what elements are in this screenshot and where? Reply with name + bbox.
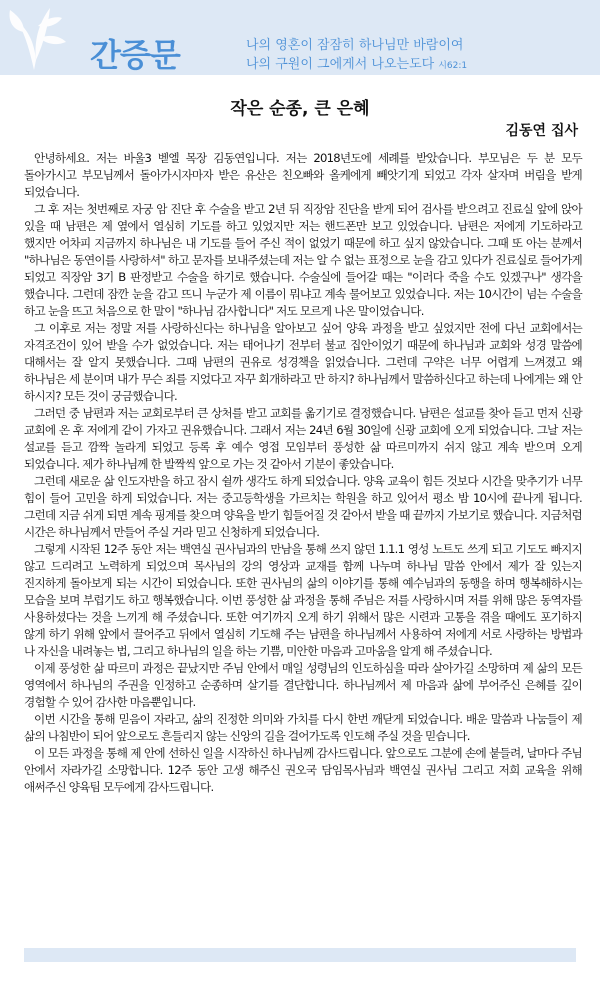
paragraph-8: 이번 시간을 통해 믿음이 자라고, 삶의 진정한 의미와 가치를 다시 한번 깨닫게 되었습니다. 배운 말씀과 나눔들이 제 삶의 나침반이 되어 앞으로도 흔들리지 않는 신앙의 길을 걸어가도록 인도해 주실 것을 믿습니다. [24,712,582,743]
paragraph-9: 이 모든 과정을 통해 제 안에 선하신 일을 시작하신 하나님께 감사드립니다. 앞으로도 그분에 손에 붙들려, 날마다 주님 안에서 자라가길 소망합니다. 12주 동안 고생 해주신 권오국 담임목사님과 백연실 권사님 그리고 저희 교육을 위해 애써주신 양육팀 모두에게 감사드립니다. [24,746,583,794]
footer-band [24,948,576,962]
paragraph-4: 그러던 중 남편과 저는 교회로부터 큰 상처를 받고 교회를 옮기기로 결정했습니다. 남편은 설교를 찾아 듣고 먼저 신광 교회에 온 후 저에게 같이 가자고 권유했습니다. 그래서 저는 24년 6월 30일에 신광 교회에 오게 되었습니다. 그날 저는 설교를 듣고 깜짝 놀라게 되었고 등록 후 예수 영접 모임부터 풍성한 삶 따르미까지 쉬지 않고 계속 받으며 오게 되었습니다. 제가 하나님께 한 발짝씩 앞으로 가는 것 같아서 기분이 좋았습니다. [24,406,582,471]
header-band [0,0,600,75]
leaf-icon [4,2,68,72]
verse-reference: 시62:1 [438,61,468,71]
header-title: 간증문 [90,36,180,74]
paragraph-2: 그 후 저는 첫번째로 자궁 암 진단 후 수술을 받고 2년 뒤 직장암 진단을 받게 되어 검사를 받으려고 진료실 앞에 앉아 있을 때 남편은 제 옆에서 열심히 기도를 하고 있었지만 저는 핸드폰만 보고 있었습니다. 남편은 저에게 기도하라고 했지만 어차피 지금까지 하나님은 내 기도를 들어 주신 적이 없었기 때문에 하고 싶지 않았습니다. 그때 또 아는 분께서 "하나님은 동연이를 사랑하셔" 하고 문자를 보내주셨는데 저는 알 수 없는 표정으로 눈을 감고 있다가 진료실로 들어가게 되었고 직장암 3기 B 판정받고 수술을 하기로 했습니다. 수술실에 들어갈 때는 "이러다 죽을 수도 있겠구나" 생각을 했습니다. 그런데 잠깐 눈을 감고 뜨니 누군가 제 이름이 뭐냐고 계속 물어보고 있었습니다. 저는 10시간이 넘는 수술을 하고 눈을 뜨고 처음으로 한 말이 "하나님 감사합니다" 저도 모르게 나온 말이었습니다. [24,202,582,318]
document-author: 김동연 집사 [505,123,578,139]
document-body [24,150,582,796]
document-title: 작은 순종, 큰 은혜 [230,99,370,119]
verse-line-2 [246,55,596,76]
verse-line-1: 나의 영혼이 잠잠히 하나님만 바람이여 [246,38,464,53]
verse-line-2-text: 나의 구원이 그에게서 나오는도다 [246,57,435,72]
paragraph-1: 안녕하세요. 저는 바울3 벧엘 목장 김동연입니다. 저는 2018년도에 세례를 받았습니다. 부모님은 두 분 모두 돌아가시고 부모님께서 돌아가시자마자 받은 유산은 친오빠와 올케에게 빼앗기게 되었고 각자 살자며 버림을 받게 되었습니다. [24,151,582,199]
paragraph-3: 그 이후로 저는 정말 저를 사랑하신다는 하나님을 알아보고 싶어 양육 과정을 받고 싶었지만 전에 다닌 교회에서는 자격조건이 있어 받을 수가 없었습니다. 저는 태어나기 전부터 불교 집안이었기 때문에 하나님과 교회와 성경 말씀에 대해서는 잘 알지 못했습니다. 그때 남편의 권유로 성경책을 읽었습니다. 그런데 구약은 너무 어렵게 느껴졌고 왜 하나님은 세 분이며 내가 무슨 죄를 지었다고 자꾸 회개하라고 만 하지? 하나님께서 말씀하신다고 하는데 나에게는 왜 안 하시지? 모든 것이 궁금했습니다. [24,321,582,403]
paragraph-6: 그렇게 시작된 12주 동안 저는 백연실 권사님과의 만남을 통해 쓰지 않던 1.1.1 영성 노트도 쓰게 되고 기도도 빠지지 않고 드리려고 노력하게 되었으며 목사님의 강의 영상과 교재를 함께 나누며 하나님 말씀 안에서 제가 잘 있는지 진지하게 돌아보게 되는 시간이 되었습니다. 또한 권사님의 삶의 이야기를 통해 예수님과의 동행을 하며 행복해하시는 모습을 보며 부럽기도 하고 행복했습니다. 이번 풍성한 삶 과정을 통해 주님은 저를 사랑하시며 저를 위해 많은 동역자를 사용하셨다는 것을 느끼게 해 주셨습니다. 또한 여기까지 오게 하기 위해서 많은 시련과 고통을 겪을 때에도 포기하지 않게 하기 위해 앞에서 끌어주고 뒤에서 열심히 기도해 주는 남편을 하나님께서 사용하여 저에게 서로 사랑하는 방법과 나 자신을 내려놓는 법, 그리고 하나님의 일을 하는 기쁨, 미안한 마음과 고마움을 알게 해 주셨습니다. [24,542,582,658]
header-verse [246,36,596,76]
paragraph-5: 그런데 새로운 삶 인도자반을 하고 잠시 쉴까 생각도 하게 되었습니다. 양육 교육이 힘든 것보다 시간을 맞추기가 너무 힘이 들어 고민을 하게 되었습니다. 저는 중고등학생을 가르치는 학원을 하고 있어서 평소 밤 10시에 끝나게 됩니다. 그런데 지금 쉬게 되면 계속 핑계를 찾으며 양육을 받기 힘들어질 것 같아서 받을 때 끝까지 가보기로 했습니다. 지금처럼 시간은 하나님께서 만들어 주실 거라 믿고 신청하게 되었습니다. [24,474,582,539]
paragraph-7: 이제 풍성한 삶 따르미 과정은 끝났지만 주님 안에서 매일 성령님의 인도하심을 따라 살아가길 소망하며 제 삶의 모든 영역에서 하나님의 주권을 인정하고 순종하며 살기를 결단합니다. 하나님께서 제 마음과 삶에 부어주신 은혜를 깊이 경험할 수 있어 감사한 마음뿐입니다. [24,661,582,709]
